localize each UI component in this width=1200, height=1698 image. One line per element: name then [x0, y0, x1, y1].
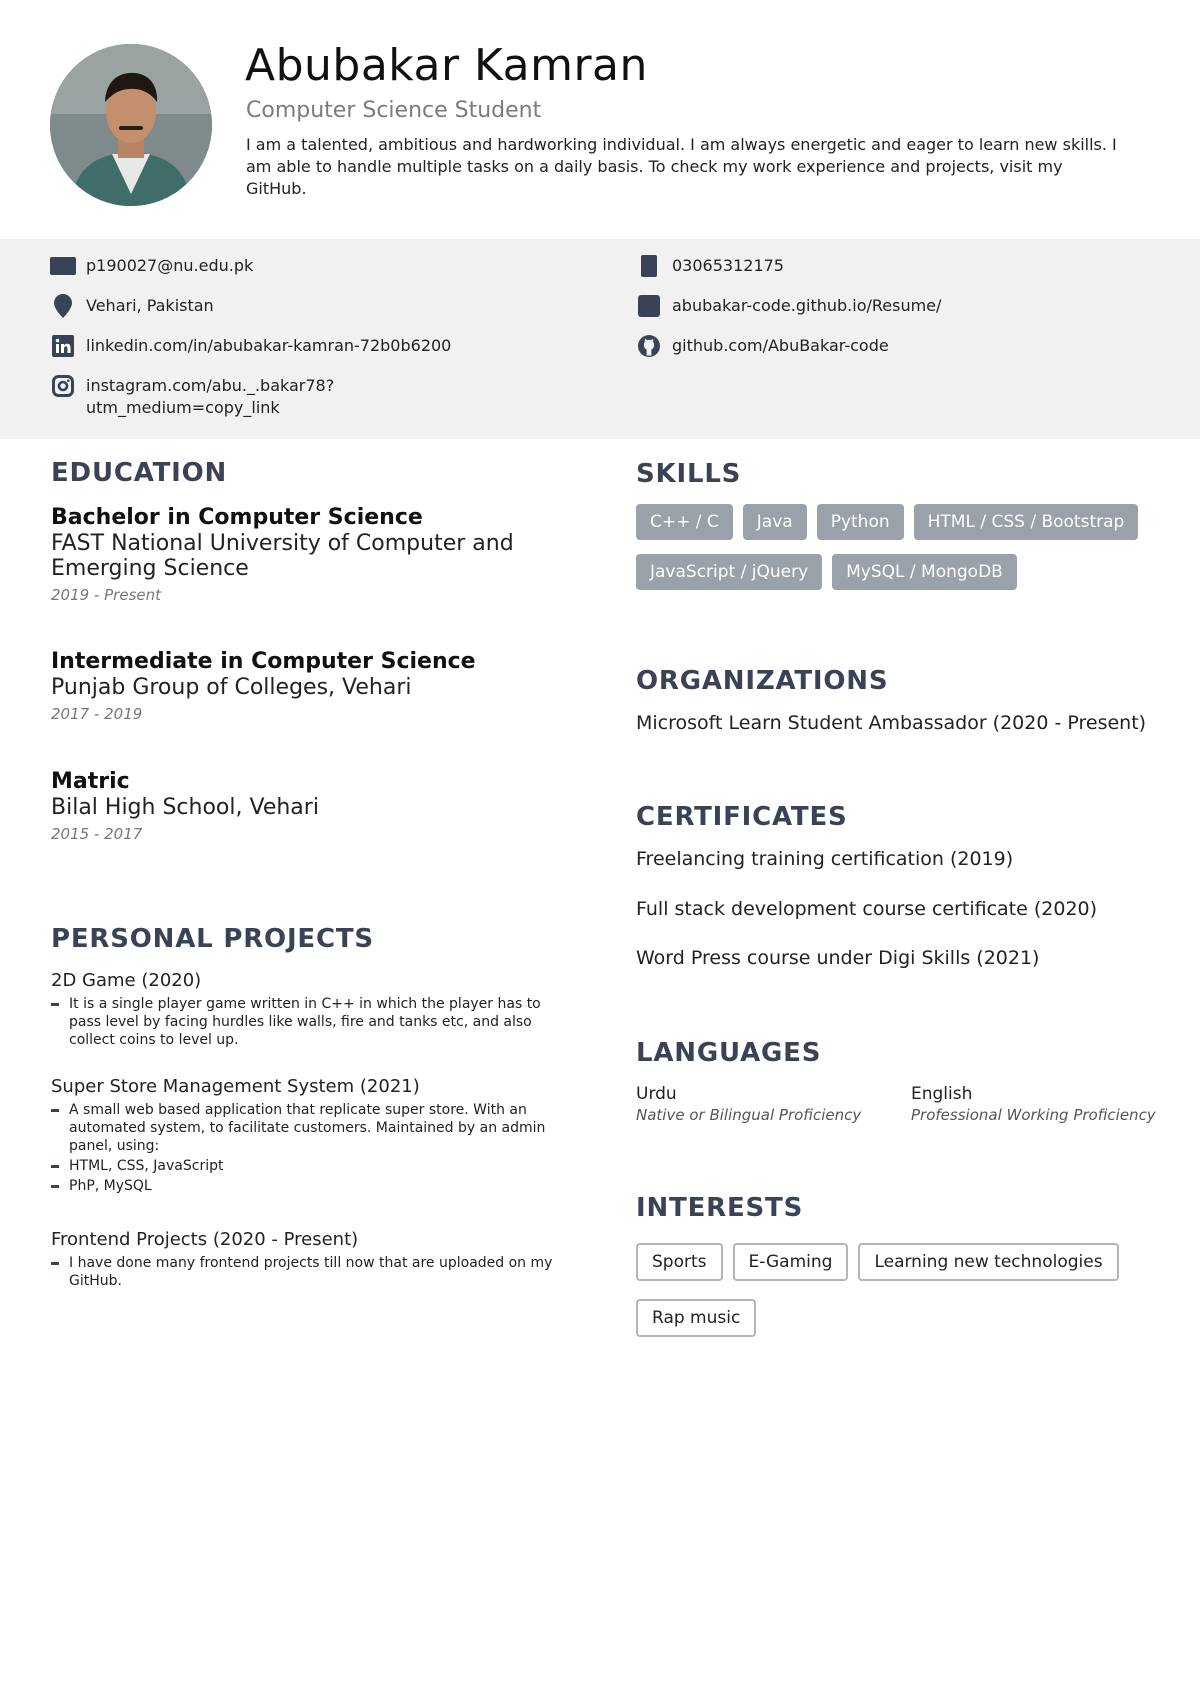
education-institution: FAST National University of Computer and Emerging Science: [51, 531, 514, 581]
envelope-icon: [50, 255, 76, 277]
project-title: 2D Game (2020): [51, 970, 202, 991]
education-dates: 2019 - Present: [51, 586, 161, 604]
skill-chip: HTML / CSS / Bootstrap: [914, 504, 1139, 540]
headline: Computer Science Student: [246, 98, 542, 123]
interest-chip: Rap music: [636, 1299, 756, 1337]
contact-website[interactable]: [636, 295, 1112, 317]
organization-item: Microsoft Learn Student Ambassador (2020 - Present): [636, 712, 1147, 734]
certificate-item: Word Press course under Digi Skills (2021): [636, 947, 1040, 969]
contact-github[interactable]: [636, 335, 1112, 357]
skill-chip: C++ / C: [636, 504, 733, 540]
project-item: [51, 1075, 571, 1195]
project-bullet: I have done many frontend projects till now that are uploaded on my GitHub.: [51, 1254, 571, 1290]
interest-chip: E-Gaming: [733, 1243, 849, 1281]
project-bullet: PhP, MySQL: [51, 1177, 571, 1195]
location-text: Vehari, Pakistan: [86, 296, 214, 315]
skills-heading: SKILLS: [636, 459, 742, 489]
email-text[interactable]: p190027@nu.edu.pk: [86, 256, 254, 275]
interest-chip: Learning new technologies: [858, 1243, 1118, 1281]
linkedin-text[interactable]: linkedin.com/in/abubakar-kamran-72b0b6200: [86, 336, 452, 355]
interest-chip: Sports: [636, 1243, 723, 1281]
instagram-line-2[interactable]: utm_medium=copy_link: [86, 398, 280, 417]
project-bullets: [51, 1101, 571, 1195]
contact-email[interactable]: [50, 255, 526, 277]
linkedin-icon: [50, 335, 76, 357]
contact-location: [50, 295, 526, 317]
skill-chip: Java: [743, 504, 807, 540]
project-title: Super Store Management System (2021): [51, 1076, 420, 1097]
interests-heading: INTERESTS: [636, 1193, 804, 1223]
project-bullet: HTML, CSS, JavaScript: [51, 1157, 571, 1175]
project-item: [51, 969, 571, 1049]
globe-icon: [636, 295, 662, 317]
education-degree: Matric: [51, 769, 130, 794]
map-pin-icon: [50, 295, 76, 317]
full-name: Abubakar Kamran: [245, 40, 648, 91]
summary: I am a talented, ambitious and hardworking individual. I am always energetic and eager to learn new skills. I am able to handle multiple tasks on a daily basis. To check my work experience and projects, visit my GitHub.: [246, 135, 1117, 198]
contact-phone[interactable]: [636, 255, 1112, 277]
project-title: Frontend Projects (2020 - Present): [51, 1229, 359, 1250]
instagram-text[interactable]: [86, 375, 526, 419]
languages-heading: LANGUAGES: [636, 1038, 822, 1068]
language-level: Professional Working Proficiency: [911, 1106, 1156, 1124]
project-bullet: A small web based application that replicate super store. With an automated system, to facilitate customers. Maintained by an admin panel, using:: [51, 1101, 571, 1155]
instagram-icon: [50, 375, 76, 397]
language-item: [911, 1084, 1156, 1124]
instagram-line-1[interactable]: instagram.com/abu._.bakar78?: [86, 376, 335, 395]
projects-heading: PERSONAL PROJECTS: [51, 924, 374, 954]
project-bullets: [51, 1254, 571, 1290]
language-name: English: [911, 1084, 973, 1104]
organizations-heading: ORGANIZATIONS: [636, 666, 889, 696]
profile-photo-image: [50, 44, 212, 206]
interests-list: [636, 1243, 1156, 1337]
project-bullets: [51, 995, 571, 1049]
skill-chip: Python: [817, 504, 904, 540]
education-heading: EDUCATION: [51, 458, 228, 488]
education-item: [51, 504, 571, 604]
skills-list: [636, 504, 1156, 590]
education-item: [51, 768, 571, 843]
project-bullet: It is a single player game written in C++ in which the player has to pass level by facing hurdles like walls, fire and tanks etc, and also collect coins to level up.: [51, 995, 571, 1049]
project-item: [51, 1228, 571, 1290]
certificate-item: Full stack development course certificate (2020): [636, 898, 1098, 920]
github-icon: [636, 335, 662, 357]
language-level: Native or Bilingual Proficiency: [636, 1106, 862, 1124]
github-text[interactable]: github.com/AbuBakar-code: [672, 336, 889, 355]
skill-chip: MySQL / MongoDB: [832, 554, 1017, 590]
education-degree: Bachelor in Computer Science: [51, 505, 423, 530]
profile-photo: [50, 44, 212, 206]
website-text[interactable]: abubakar-code.github.io/Resume/: [672, 296, 942, 315]
phone-text[interactable]: 03065312175: [672, 256, 784, 275]
phone-icon: [636, 255, 662, 277]
language-name: Urdu: [636, 1084, 677, 1104]
education-degree: Intermediate in Computer Science: [51, 649, 476, 674]
certificates-heading: CERTIFICATES: [636, 802, 848, 832]
contact-instagram[interactable]: [50, 375, 526, 419]
certificate-item: Freelancing training certification (2019): [636, 848, 1014, 870]
skill-chip: JavaScript / jQuery: [636, 554, 822, 590]
contact-linkedin[interactable]: [50, 335, 526, 357]
education-dates: 2017 - 2019: [51, 705, 143, 723]
education-institution: Punjab Group of Colleges, Vehari: [51, 675, 412, 700]
education-item: [51, 648, 571, 723]
language-item: [636, 1084, 861, 1124]
education-institution: Bilal High School, Vehari: [51, 795, 319, 820]
education-dates: 2015 - 2017: [51, 825, 143, 843]
contact-section: [0, 239, 1200, 439]
